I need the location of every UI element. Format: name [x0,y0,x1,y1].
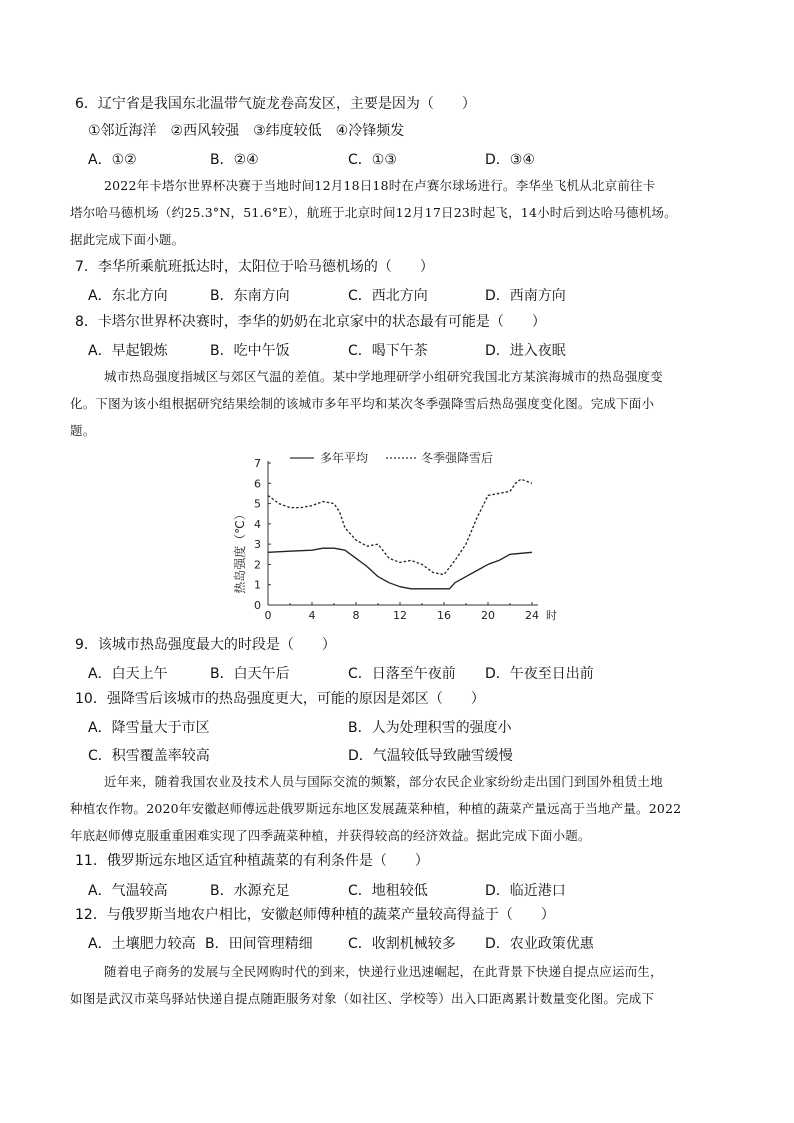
option-a[interactable]: A．土壤肥力较高 [88,936,196,952]
x-tick-label: 24 [525,609,539,622]
y-axis-label: 热岛强度（℃） [233,508,247,594]
option-b[interactable]: B．吃中午饭 [210,343,290,359]
x-tick-label: 20 [481,609,495,622]
passage-line: 据此完成下面小题。 [70,232,185,247]
option-b[interactable]: B．水源充足 [210,883,290,899]
x-tick-label: 8 [352,609,360,622]
option-d[interactable]: D．农业政策优惠 [485,936,594,952]
option-b[interactable]: B．白天午后 [210,666,290,682]
option-c[interactable]: C．①③ [348,152,397,168]
heat-island-chart [228,445,558,625]
passage-qatar [70,172,730,253]
x-tick-label: 0 [264,609,272,622]
option-a[interactable]: A．东北方向 [88,288,168,304]
option-c[interactable]: C．积雪覆盖率较高 [88,748,210,764]
legend-label-average: 多年平均 [320,451,369,465]
option-c[interactable]: C．日落至午夜前 [348,666,456,682]
passage-line: 种植农作物。2020年安徽赵师傅远赴俄罗斯远东地区发展蔬菜种植，种植的蔬菜产量远高于当地产量。2022 [70,801,682,816]
y-tick-label: 0 [254,599,261,612]
x-tick-label: 4 [308,609,316,622]
y-tick-label: 4 [254,517,261,531]
option-c[interactable]: C．喝下午茶 [348,343,428,359]
option-d[interactable]: D．午夜至日出前 [485,666,594,682]
option-a[interactable]: A．白天上午 [88,666,168,682]
passage-line: 如图是武汉市菜鸟驿站快递自提点随距服务对象（如社区、学校等）出入口距离累计数量变化图。完成下 [70,991,655,1006]
option-a[interactable]: A．降雪量大于市区 [88,720,210,736]
option-d[interactable]: D．③④ [485,152,535,168]
y-tick-label: 2 [254,558,261,572]
y-tick-label: 7 [254,457,261,470]
legend-label-snow: 冬季强降雪后 [421,451,494,465]
option-c[interactable]: C．西北方向 [348,288,428,304]
passage-line: 年底赵师傅克服重重困难实现了四季蔬菜种植，并获得较高的经济效益。据此完成下面小题。 [70,828,591,843]
option-d[interactable]: D．进入夜眠 [485,343,566,359]
option-c[interactable]: C．收割机械较多 [348,936,456,952]
passage-line: 城市热岛强度指城区与郊区气温的差值。某中学地理研学小组研究我国北方某滨海城市的热岛强度变 [104,369,663,384]
option-b[interactable]: B．东南方向 [210,288,290,304]
q8-stem: 8．卡塔尔世界杯决赛时，李华的奶奶在北京家中的状态最有可能是（ ） [75,314,546,330]
q10-stem: 10．强降雪后该城市的热岛强度更大，可能的原因是郊区（ ） [75,691,485,707]
series-line-snow [268,479,532,574]
q11-stem: 11．俄罗斯远东地区适宜种植蔬菜的有利条件是（ ） [75,853,429,869]
y-tick-label: 1 [254,578,261,592]
q6-stem: 6．辽宁省是我国东北温带气旋龙卷高发区，主要是因为（ ） [75,96,476,112]
passage-line: 随着电子商务的发展与全民网购时代的到来，快递行业迅速崛起，在此背景下快递自提点应运而生， [104,964,663,979]
q12-stem: 12．与俄罗斯当地农户相比，安徽赵师傅种植的蔬菜产量较高得益于（ ） [75,907,555,923]
option-d[interactable]: D．气温较低导致融雪缓慢 [348,748,513,764]
passage-line: 塔尔哈马德机场（约25.3°N，51.6°E），航班于北京时间12月17日23时起飞，14小时后到达哈马德机场。 [70,205,677,220]
option-a[interactable]: A．①② [88,152,137,168]
option-c[interactable]: C．地租较低 [348,883,428,899]
option-a[interactable]: A．气温较高 [88,883,168,899]
passage-russia [70,768,730,849]
series-line-average [268,548,532,589]
x-axis-unit: 时 [546,609,557,622]
x-tick-label: 16 [437,609,451,622]
option-d[interactable]: D．西南方向 [485,288,566,304]
q9-stem: 9．该城市热岛强度最大的时段是（ ） [75,637,336,653]
passage-express [70,958,730,1012]
x-tick-label: 12 [393,609,407,622]
option-a[interactable]: A．早起锻炼 [88,343,168,359]
passage-line: 题。 [70,423,96,438]
passage-line: 化。下图为该小组根据研究结果绘制的该城市多年平均和某次冬季强降雪后热岛强度变化图。完成下面小 [70,396,655,411]
passage-line: 2022年卡塔尔世界杯决赛于当地时间12月18日18时在卢赛尔球场进行。李华坐飞机从北京前往卡 [104,178,656,193]
y-tick-label: 5 [254,497,261,511]
passage-line: 近年来，随着我国农业及技术人员与国际交流的频繁，部分农民企业家纷纷走出国门到国外租赁土地 [104,774,663,789]
q7-stem: 7．李华所乘航班抵达时，太阳位于哈马德机场的（ ） [75,259,434,275]
passage-heat-island [70,363,730,444]
y-tick-label: 3 [254,538,261,552]
option-d[interactable]: D．临近港口 [485,883,566,899]
option-b[interactable]: B．人为处理积雪的强度小 [348,720,512,736]
option-b[interactable]: B．②④ [210,152,259,168]
q6-factors: ①邻近海洋 ②西风较强 ③纬度较低 ④冷锋频发 [88,123,405,139]
option-b[interactable]: B．田间管理精细 [205,936,313,952]
y-tick-label: 6 [254,477,261,491]
